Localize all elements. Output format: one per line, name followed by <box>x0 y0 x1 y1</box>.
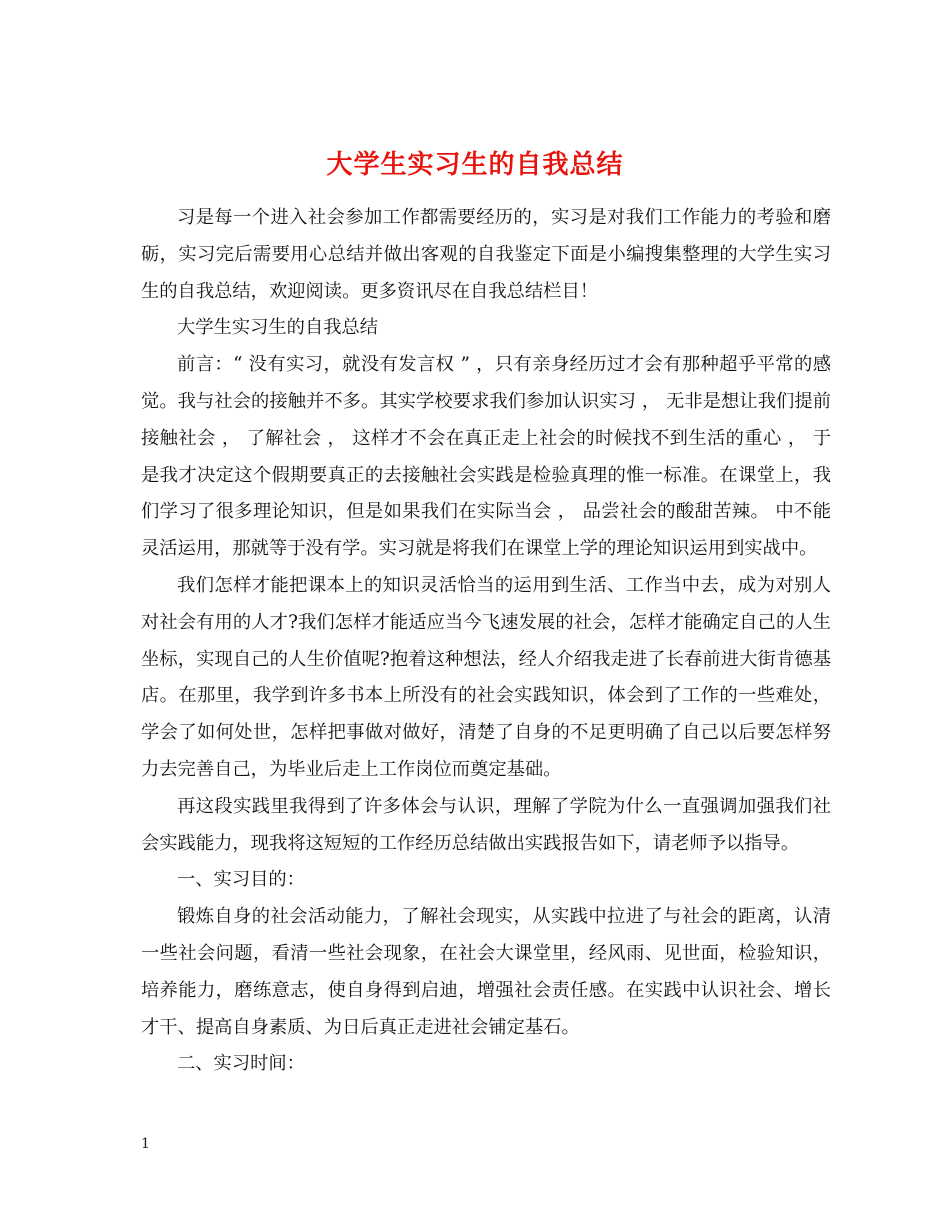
document-title: 大学生实习生的自我总结 <box>326 150 624 181</box>
document-body <box>141 200 831 1083</box>
section-heading-purpose: 一、实习目的： <box>177 869 305 891</box>
section-heading-time: 二、实习时间： <box>177 1053 305 1075</box>
paragraph-intro: 习是每一个进入社会参加工作都需要经历的，实习是对我们工作能力的考验和磨砺，实习完后需要用心总结并做出客观的自我鉴定下面是小编搜集整理的大学生实习生的自我总结，欢迎阅读。更多资讯尽在自我总结栏目！ <box>141 207 831 302</box>
paragraph-preface: 前言：“ 没有实习，就没有发言权 ” ，只有亲身经历过才会有那种超乎平常的感觉。我与社会的接触并不多。其实学校要求我们参加认识实习 ， 无非是想让我们提前接触社会 ， 了解社会 ， 这样才不会在真正走上社会的时候找不到生活的重心 ， 于是我才决定这个假期要真正的去接触社会实践是检验真理的惟一标准。在课堂上，我们学习了很多理论知识，但是如果我们在实际当会 ， 品尝社会的酸甜苦辣。 中不能灵活运用，那就等于没有学。实习就是将我们在课堂上学的理论知识运用到实战中。 <box>141 354 831 560</box>
paragraph-reflection: 我们怎样才能把课本上的知识灵活恰当的运用到生活、工作当中去，成为对别人对社会有用的人才?我们怎样才能适应当今飞速发展的社会，怎样才能确定自己的人生坐标，实现自己的人生价值呢?抱着这种想法，经人介绍我走进了长春前进大街肯德基店。在那里，我学到许多书本上所没有的社会实践知识，体会到了工作的一些难处，学会了如何处世，怎样把事做对做好，清楚了自身的不足更明确了自己以后要怎样努力去完善自己，为毕业后走上工作岗位而奠定基础。 <box>141 574 831 780</box>
paragraph-purpose: 锻炼自身的社会活动能力，了解社会现实，从实践中拉进了与社会的距离，认清一些社会问题，看清一些社会现象，在社会大课堂里，经风雨、见世面，检验知识，培养能力，磨练意志，使自身得到启迪，增强社会责任感。在实践中认识社会、增长才干、提高自身素质、为日后真正走进社会铺定基石。 <box>141 906 831 1038</box>
page-number: 1 <box>141 1136 150 1152</box>
paragraph-subtitle: 大学生实习生的自我总结 <box>177 317 379 339</box>
paragraph-report-intro: 再这段实践里我得到了许多体会与认识，理解了学院为什么一直强调加强我们社会实践能力，现我将这短短的工作经历总结做出实践报告如下，请老师予以指导。 <box>141 795 831 854</box>
